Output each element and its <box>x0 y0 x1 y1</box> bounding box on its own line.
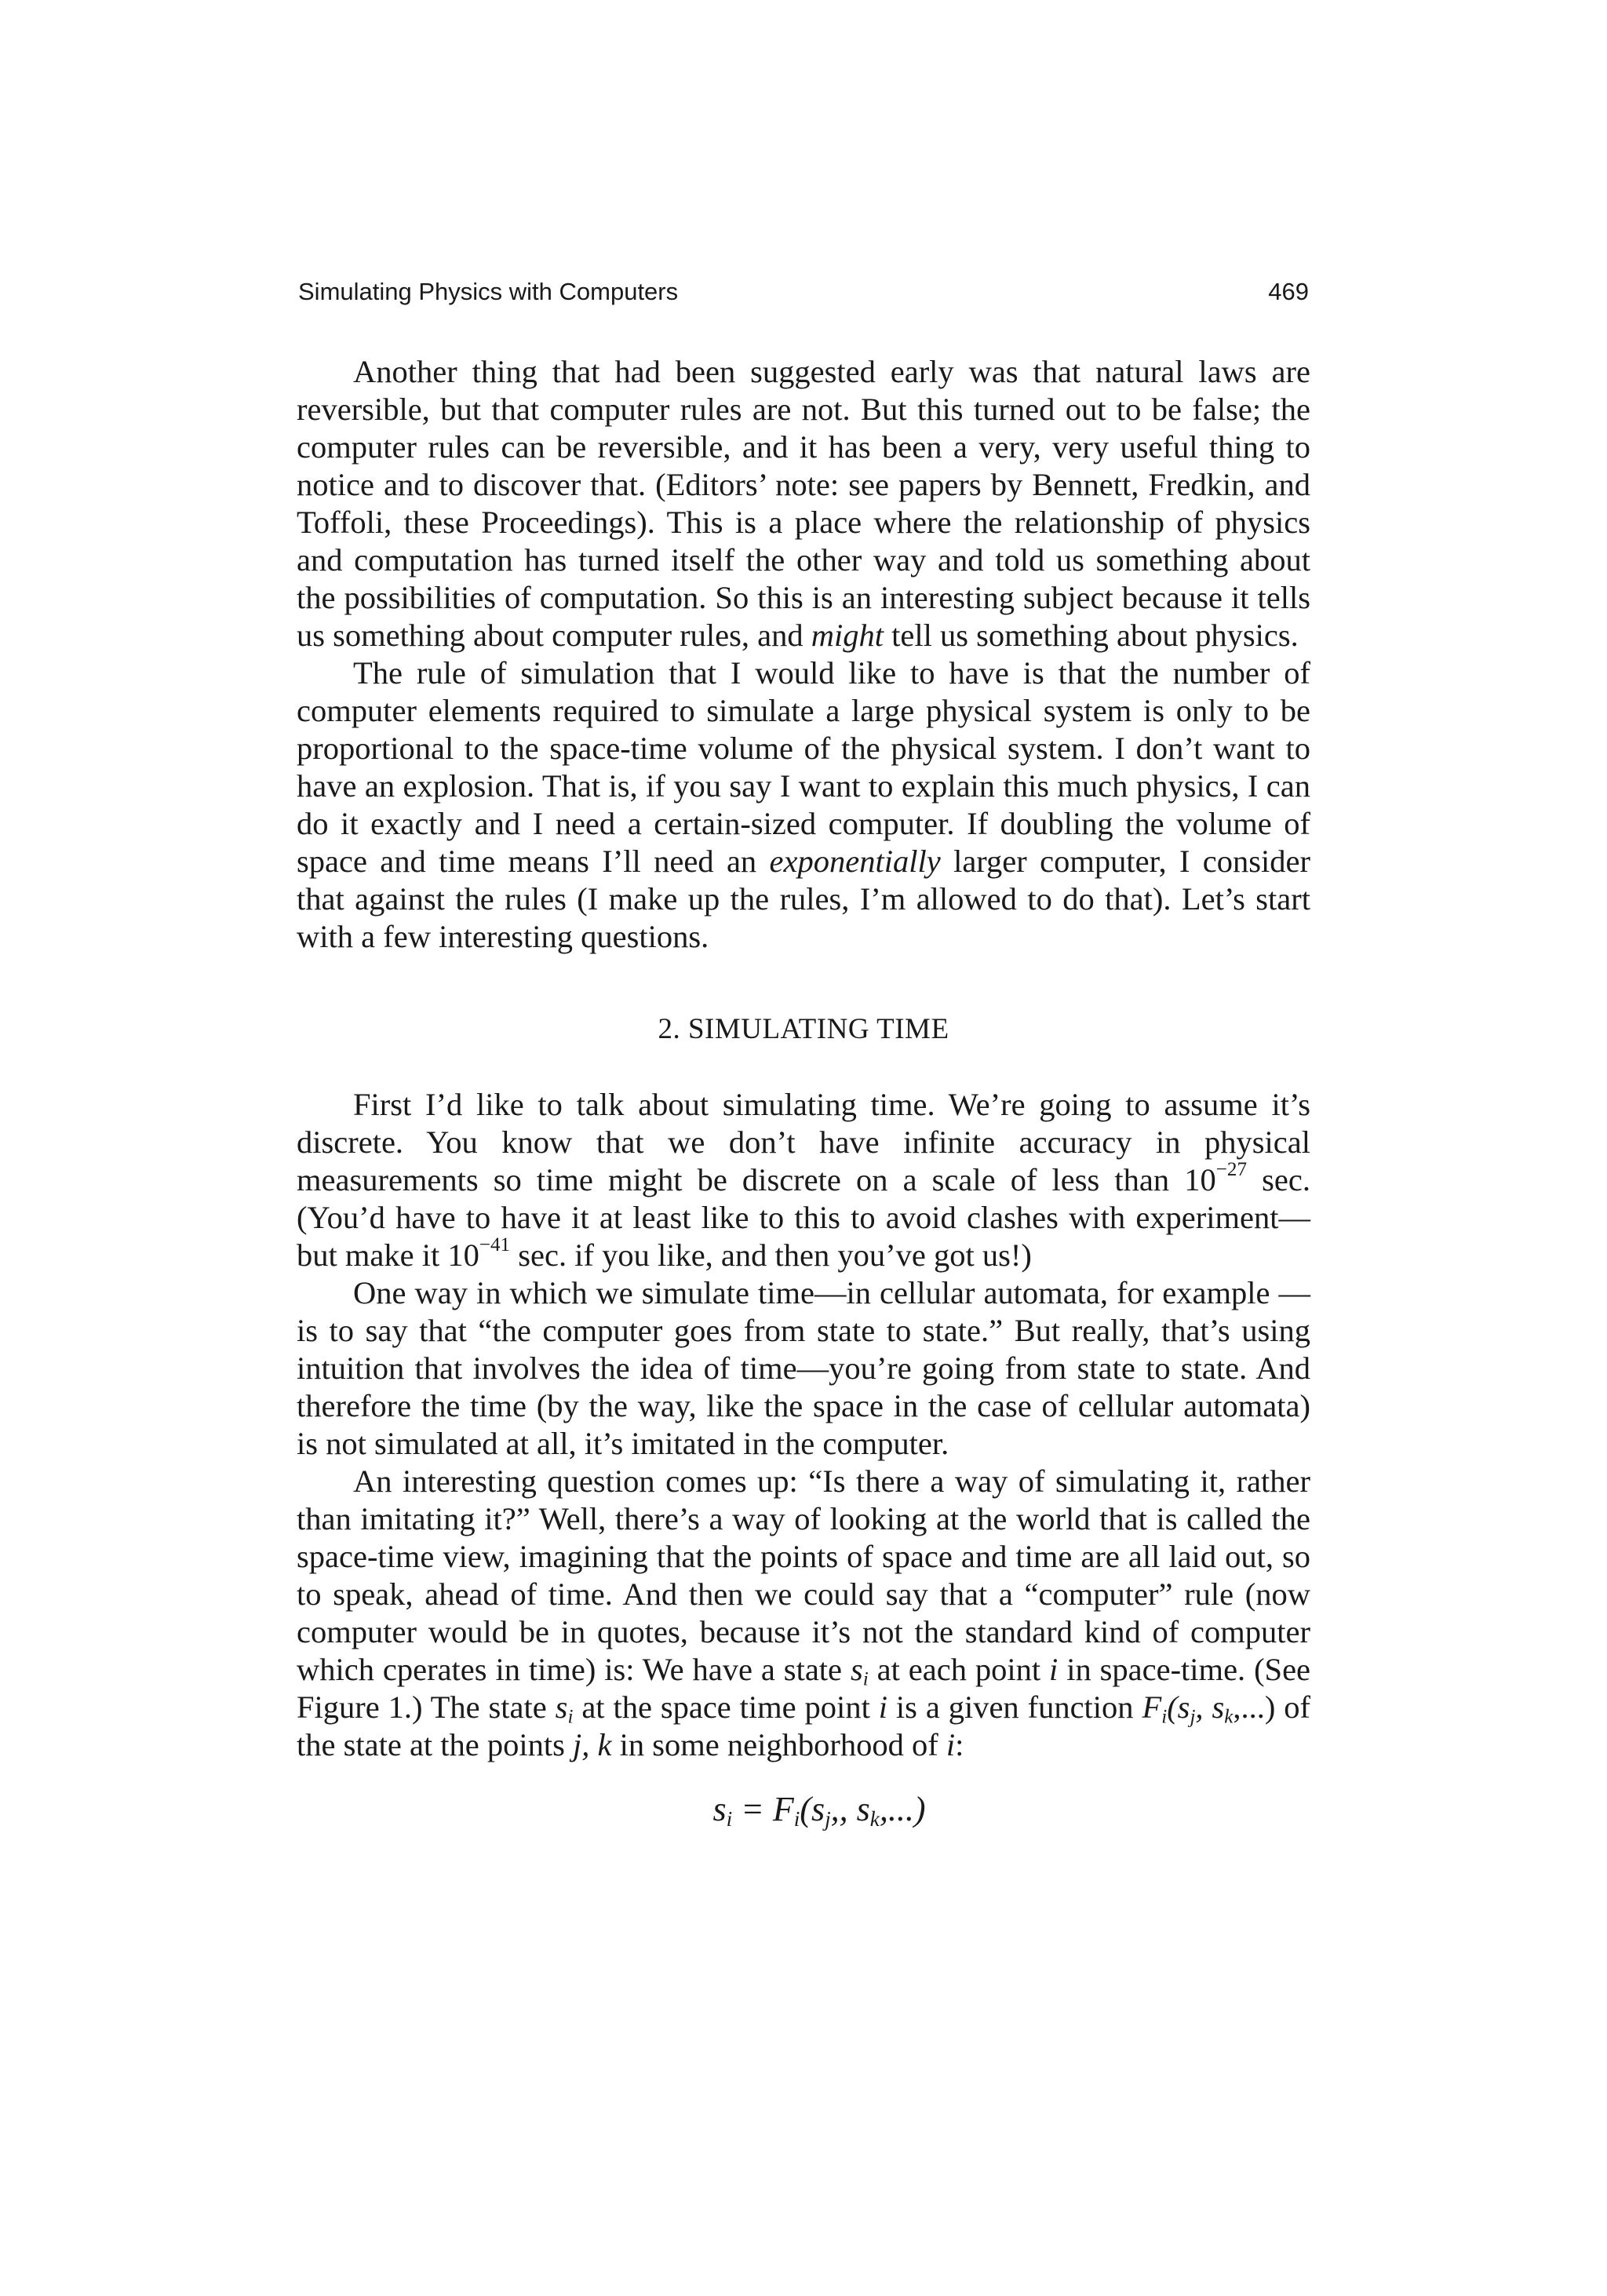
emphasis-exponentially: exponentially <box>769 844 941 879</box>
paragraph-5: An interesting question comes up: “Is there a way of simulating it, rather than imitating it?” Well, there’s a way of looking at the world that is called the space-time view, imagining that the points of space and time are all laid out, so to speak, ahead of time. And then we could say that a “computer” rule (now computer would be in quotes, because it’s not the standard kind of computer which cperates in time) is: We have a state $s_i$ at each point i in space-time. (See Figure 1.) The state $s_i$ at the space time point i is a given function $F_i(s_j$, $s_k$,...) of the state at the points j, k in some neighborhood of i: <box>297 1463 1311 1762</box>
equation: $s_i = F_i(s_j$,, $s_k$,...) <box>712 1790 926 1831</box>
paragraph-2: The rule of simulation that I would like to have is that the number of computer elements required to simulate a large physical system is only to be proportional to the space-time volume of the physical system. I don’t want to have an explosion. That is, if you say I want to explain this much physics, I can do it exactly and I need a certain-sized computer. If doubling the volume of space and time means I’ll need an exponentially larger computer, I consider that against the rules (I make up the rules, I’m allowed to do that). Let’s start with a few interesting questions. <box>297 655 1310 954</box>
section-heading: 2. SIMULATING TIME <box>658 1013 949 1045</box>
exponent-41: −41 <box>479 1234 511 1256</box>
exponent-27: −27 <box>1215 1159 1248 1181</box>
body-text <box>297 353 1310 1831</box>
running-head-title: Simulating Physics with Computers <box>298 278 679 305</box>
paragraph-3: First I’d like to talk about simulating time. We’re going to assume it’s discrete. You know that we don’t have infinite accuracy in physical measurements so time might be discrete on a scale of less than $10^{-27}$ sec. (You’d have to have it at least like to this to avoid clashes with experiment—but make it $10^{-41}$ sec. if you like, and then you’ve got us!) <box>297 1087 1310 1273</box>
paragraph-1: Another thing that had been suggested early was that natural laws are reversible, but that computer rules are not. But this turned out to be false; the computer rules can be reversible, and it has been a very, very useful thing to notice and to discover that. (Editors’ note: see papers by Bennett, Fredkin, and Toffoli, these Proceedings). This is a place where the relationship of physics and computation has turned itself the other way and told us something about the possibilities of computation. So this is an interesting subject because it tells us something about computer rules, and might tell us something about physics. <box>297 354 1310 653</box>
emphasis-might: might <box>811 618 884 653</box>
page-number: 469 <box>1268 278 1309 305</box>
paragraph-4: One way in which we simulate time—in cellular automata, for example —is to say that “the computer goes from state to state.” But really, that’s using intuition that involves the idea of time—you’re going from state to state. And therefore the time (by the way, like the space in the case of cellular automata) is not simulated at all, it’s imitated in the computer. <box>297 1275 1310 1461</box>
running-head <box>298 276 1309 308</box>
